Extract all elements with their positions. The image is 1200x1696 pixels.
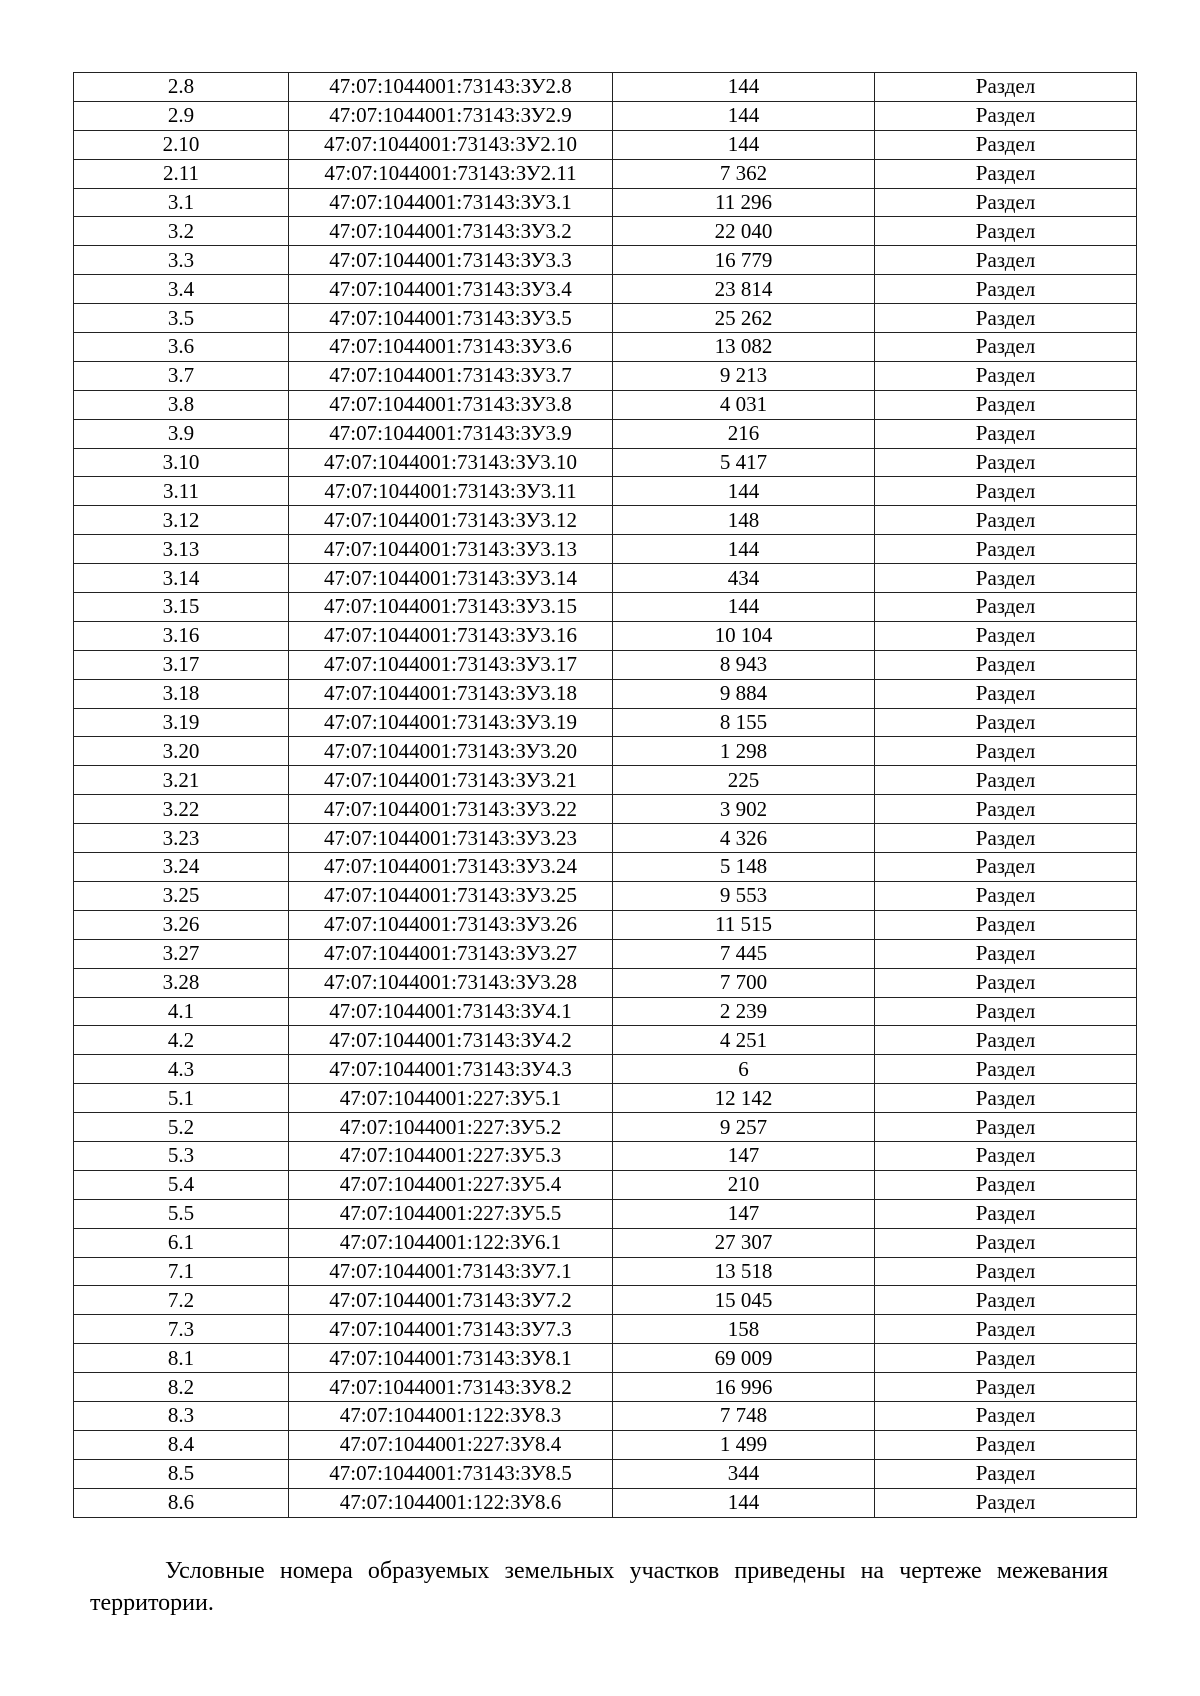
plot-number-cell: 3.17 bbox=[74, 650, 289, 679]
method-cell: Раздел bbox=[875, 217, 1137, 246]
cadastral-number-cell: 47:07:1044001:73143:ЗУ3.2 bbox=[289, 217, 613, 246]
plot-number-cell: 3.11 bbox=[74, 477, 289, 506]
method-cell: Раздел bbox=[875, 333, 1137, 362]
cadastral-number-cell: 47:07:1044001:73143:ЗУ3.15 bbox=[289, 593, 613, 622]
method-cell: Раздел bbox=[875, 1113, 1137, 1142]
area-cell: 16 779 bbox=[613, 246, 875, 275]
table-row bbox=[74, 1286, 1137, 1315]
table-row bbox=[74, 881, 1137, 910]
table-row bbox=[74, 188, 1137, 217]
table-row bbox=[74, 708, 1137, 737]
plot-number-cell: 7.1 bbox=[74, 1257, 289, 1286]
method-cell: Раздел bbox=[875, 1026, 1137, 1055]
plot-number-cell: 4.3 bbox=[74, 1055, 289, 1084]
cadastral-number-cell: 47:07:1044001:122:ЗУ8.3 bbox=[289, 1401, 613, 1430]
plot-number-cell: 3.27 bbox=[74, 939, 289, 968]
area-cell: 5 417 bbox=[613, 448, 875, 477]
plot-number-cell: 5.1 bbox=[74, 1084, 289, 1113]
plot-number-cell: 3.24 bbox=[74, 853, 289, 882]
cadastral-number-cell: 47:07:1044001:73143:ЗУ4.2 bbox=[289, 1026, 613, 1055]
table-row bbox=[74, 333, 1137, 362]
table-row bbox=[74, 535, 1137, 564]
plot-number-cell: 2.10 bbox=[74, 130, 289, 159]
method-cell: Раздел bbox=[875, 246, 1137, 275]
plot-number-cell: 3.8 bbox=[74, 390, 289, 419]
area-cell: 16 996 bbox=[613, 1373, 875, 1402]
area-cell: 4 326 bbox=[613, 824, 875, 853]
cadastral-number-cell: 47:07:1044001:73143:ЗУ3.8 bbox=[289, 390, 613, 419]
table-row bbox=[74, 419, 1137, 448]
method-cell: Раздел bbox=[875, 1373, 1137, 1402]
method-cell: Раздел bbox=[875, 939, 1137, 968]
plot-number-cell: 8.2 bbox=[74, 1373, 289, 1402]
area-cell: 15 045 bbox=[613, 1286, 875, 1315]
table-row bbox=[74, 1257, 1137, 1286]
plot-number-cell: 8.6 bbox=[74, 1488, 289, 1517]
table-row bbox=[74, 1228, 1137, 1257]
method-cell: Раздел bbox=[875, 1315, 1137, 1344]
method-cell: Раздел bbox=[875, 1430, 1137, 1459]
plot-number-cell: 3.14 bbox=[74, 564, 289, 593]
method-cell: Раздел bbox=[875, 1488, 1137, 1517]
cadastral-number-cell: 47:07:1044001:73143:ЗУ7.1 bbox=[289, 1257, 613, 1286]
table-row bbox=[74, 679, 1137, 708]
plot-number-cell: 3.20 bbox=[74, 737, 289, 766]
area-cell: 10 104 bbox=[613, 621, 875, 650]
area-cell: 6 bbox=[613, 1055, 875, 1084]
area-cell: 13 082 bbox=[613, 333, 875, 362]
method-cell: Раздел bbox=[875, 130, 1137, 159]
plot-number-cell: 3.16 bbox=[74, 621, 289, 650]
plot-number-cell: 7.2 bbox=[74, 1286, 289, 1315]
area-cell: 7 445 bbox=[613, 939, 875, 968]
plot-number-cell: 4.2 bbox=[74, 1026, 289, 1055]
method-cell: Раздел bbox=[875, 679, 1137, 708]
table-row bbox=[74, 1344, 1137, 1373]
table-row bbox=[74, 1113, 1137, 1142]
cadastral-number-cell: 47:07:1044001:73143:ЗУ8.5 bbox=[289, 1459, 613, 1488]
method-cell: Раздел bbox=[875, 390, 1137, 419]
area-cell: 12 142 bbox=[613, 1084, 875, 1113]
cadastral-number-cell: 47:07:1044001:73143:ЗУ3.17 bbox=[289, 650, 613, 679]
area-cell: 144 bbox=[613, 130, 875, 159]
table-row bbox=[74, 101, 1137, 130]
table-row bbox=[74, 824, 1137, 853]
method-cell: Раздел bbox=[875, 1401, 1137, 1430]
table-row bbox=[74, 304, 1137, 333]
cadastral-number-cell: 47:07:1044001:73143:ЗУ3.19 bbox=[289, 708, 613, 737]
cadastral-number-cell: 47:07:1044001:73143:ЗУ3.1 bbox=[289, 188, 613, 217]
plot-number-cell: 3.1 bbox=[74, 188, 289, 217]
area-cell: 9 257 bbox=[613, 1113, 875, 1142]
table-row bbox=[74, 73, 1137, 102]
table-row bbox=[74, 564, 1137, 593]
cadastral-number-cell: 47:07:1044001:227:ЗУ5.2 bbox=[289, 1113, 613, 1142]
method-cell: Раздел bbox=[875, 564, 1137, 593]
area-cell: 7 748 bbox=[613, 1401, 875, 1430]
table-row bbox=[74, 593, 1137, 622]
plot-number-cell: 3.23 bbox=[74, 824, 289, 853]
cadastral-number-cell: 47:07:1044001:227:ЗУ8.4 bbox=[289, 1430, 613, 1459]
cadastral-number-cell: 47:07:1044001:73143:ЗУ2.11 bbox=[289, 159, 613, 188]
cadastral-number-cell: 47:07:1044001:73143:ЗУ3.18 bbox=[289, 679, 613, 708]
area-cell: 147 bbox=[613, 1199, 875, 1228]
method-cell: Раздел bbox=[875, 1055, 1137, 1084]
land-plots-table bbox=[73, 72, 1137, 1518]
plot-number-cell: 3.19 bbox=[74, 708, 289, 737]
plot-number-cell: 3.28 bbox=[74, 968, 289, 997]
table-row bbox=[74, 997, 1137, 1026]
cadastral-number-cell: 47:07:1044001:73143:ЗУ3.28 bbox=[289, 968, 613, 997]
method-cell: Раздел bbox=[875, 188, 1137, 217]
plot-number-cell: 3.5 bbox=[74, 304, 289, 333]
area-cell: 210 bbox=[613, 1170, 875, 1199]
plot-number-cell: 4.1 bbox=[74, 997, 289, 1026]
cadastral-number-cell: 47:07:1044001:73143:ЗУ2.10 bbox=[289, 130, 613, 159]
method-cell: Раздел bbox=[875, 304, 1137, 333]
area-cell: 11 515 bbox=[613, 910, 875, 939]
method-cell: Раздел bbox=[875, 593, 1137, 622]
area-cell: 7 362 bbox=[613, 159, 875, 188]
area-cell: 11 296 bbox=[613, 188, 875, 217]
area-cell: 1 298 bbox=[613, 737, 875, 766]
method-cell: Раздел bbox=[875, 824, 1137, 853]
cadastral-number-cell: 47:07:1044001:73143:ЗУ3.20 bbox=[289, 737, 613, 766]
cadastral-number-cell: 47:07:1044001:73143:ЗУ3.21 bbox=[289, 766, 613, 795]
area-cell: 3 902 bbox=[613, 795, 875, 824]
table-row bbox=[74, 217, 1137, 246]
plot-number-cell: 7.3 bbox=[74, 1315, 289, 1344]
area-cell: 344 bbox=[613, 1459, 875, 1488]
cadastral-number-cell: 47:07:1044001:73143:ЗУ2.9 bbox=[289, 101, 613, 130]
cadastral-number-cell: 47:07:1044001:73143:ЗУ4.3 bbox=[289, 1055, 613, 1084]
footnote-paragraph: Условные номера образуемых земельных участков приведены на чертеже межевания территории. bbox=[90, 1558, 1108, 1616]
table-row bbox=[74, 853, 1137, 882]
method-cell: Раздел bbox=[875, 968, 1137, 997]
cadastral-number-cell: 47:07:1044001:73143:ЗУ3.3 bbox=[289, 246, 613, 275]
plot-number-cell: 3.12 bbox=[74, 506, 289, 535]
table-row bbox=[74, 506, 1137, 535]
method-cell: Раздел bbox=[875, 73, 1137, 102]
method-cell: Раздел bbox=[875, 766, 1137, 795]
cadastral-number-cell: 47:07:1044001:73143:ЗУ7.3 bbox=[289, 1315, 613, 1344]
cadastral-number-cell: 47:07:1044001:122:ЗУ6.1 bbox=[289, 1228, 613, 1257]
area-cell: 13 518 bbox=[613, 1257, 875, 1286]
area-cell: 25 262 bbox=[613, 304, 875, 333]
method-cell: Раздел bbox=[875, 708, 1137, 737]
plot-number-cell: 8.1 bbox=[74, 1344, 289, 1373]
plot-number-cell: 3.21 bbox=[74, 766, 289, 795]
plot-number-cell: 8.5 bbox=[74, 1459, 289, 1488]
method-cell: Раздел bbox=[875, 506, 1137, 535]
table-row bbox=[74, 246, 1137, 275]
cadastral-number-cell: 47:07:1044001:73143:ЗУ7.2 bbox=[289, 1286, 613, 1315]
table-row bbox=[74, 1373, 1137, 1402]
table-row bbox=[74, 968, 1137, 997]
cadastral-number-cell: 47:07:1044001:73143:ЗУ3.12 bbox=[289, 506, 613, 535]
table-row bbox=[74, 1084, 1137, 1113]
area-cell: 69 009 bbox=[613, 1344, 875, 1373]
plot-number-cell: 3.4 bbox=[74, 275, 289, 304]
cadastral-number-cell: 47:07:1044001:73143:ЗУ3.13 bbox=[289, 535, 613, 564]
method-cell: Раздел bbox=[875, 275, 1137, 304]
method-cell: Раздел bbox=[875, 361, 1137, 390]
cadastral-number-cell: 47:07:1044001:73143:ЗУ3.14 bbox=[289, 564, 613, 593]
table-row bbox=[74, 159, 1137, 188]
table-row bbox=[74, 1141, 1137, 1170]
plot-number-cell: 3.13 bbox=[74, 535, 289, 564]
cadastral-number-cell: 47:07:1044001:227:ЗУ5.5 bbox=[289, 1199, 613, 1228]
method-cell: Раздел bbox=[875, 1141, 1137, 1170]
area-cell: 9 213 bbox=[613, 361, 875, 390]
table-row bbox=[74, 477, 1137, 506]
table-row bbox=[74, 910, 1137, 939]
plot-number-cell: 6.1 bbox=[74, 1228, 289, 1257]
plot-number-cell: 3.25 bbox=[74, 881, 289, 910]
table-row bbox=[74, 1430, 1137, 1459]
plot-number-cell: 5.4 bbox=[74, 1170, 289, 1199]
area-cell: 1 499 bbox=[613, 1430, 875, 1459]
method-cell: Раздел bbox=[875, 159, 1137, 188]
method-cell: Раздел bbox=[875, 650, 1137, 679]
method-cell: Раздел bbox=[875, 1170, 1137, 1199]
plot-number-cell: 5.3 bbox=[74, 1141, 289, 1170]
cadastral-number-cell: 47:07:1044001:73143:ЗУ3.25 bbox=[289, 881, 613, 910]
plot-number-cell: 2.11 bbox=[74, 159, 289, 188]
method-cell: Раздел bbox=[875, 419, 1137, 448]
method-cell: Раздел bbox=[875, 535, 1137, 564]
table-row bbox=[74, 737, 1137, 766]
method-cell: Раздел bbox=[875, 1228, 1137, 1257]
method-cell: Раздел bbox=[875, 1257, 1137, 1286]
method-cell: Раздел bbox=[875, 910, 1137, 939]
cadastral-number-cell: 47:07:1044001:73143:ЗУ3.4 bbox=[289, 275, 613, 304]
cadastral-number-cell: 47:07:1044001:227:ЗУ5.4 bbox=[289, 1170, 613, 1199]
plot-number-cell: 3.6 bbox=[74, 333, 289, 362]
table-row bbox=[74, 361, 1137, 390]
area-cell: 225 bbox=[613, 766, 875, 795]
area-cell: 8 943 bbox=[613, 650, 875, 679]
method-cell: Раздел bbox=[875, 1199, 1137, 1228]
cadastral-number-cell: 47:07:1044001:73143:ЗУ8.1 bbox=[289, 1344, 613, 1373]
area-cell: 7 700 bbox=[613, 968, 875, 997]
method-cell: Раздел bbox=[875, 1344, 1137, 1373]
method-cell: Раздел bbox=[875, 101, 1137, 130]
plot-number-cell: 8.3 bbox=[74, 1401, 289, 1430]
area-cell: 144 bbox=[613, 593, 875, 622]
table-row bbox=[74, 1026, 1137, 1055]
table-row bbox=[74, 621, 1137, 650]
table-row bbox=[74, 390, 1137, 419]
cadastral-number-cell: 47:07:1044001:73143:ЗУ3.24 bbox=[289, 853, 613, 882]
area-cell: 8 155 bbox=[613, 708, 875, 737]
cadastral-number-cell: 47:07:1044001:73143:ЗУ3.23 bbox=[289, 824, 613, 853]
table-row bbox=[74, 448, 1137, 477]
area-cell: 2 239 bbox=[613, 997, 875, 1026]
plot-number-cell: 3.9 bbox=[74, 419, 289, 448]
table-row bbox=[74, 1401, 1137, 1430]
method-cell: Раздел bbox=[875, 997, 1137, 1026]
plot-number-cell: 3.22 bbox=[74, 795, 289, 824]
area-cell: 144 bbox=[613, 73, 875, 102]
table-row bbox=[74, 939, 1137, 968]
table-row bbox=[74, 1055, 1137, 1084]
table-row bbox=[74, 1170, 1137, 1199]
plot-number-cell: 5.2 bbox=[74, 1113, 289, 1142]
plot-number-cell: 3.7 bbox=[74, 361, 289, 390]
land-plots-table-body bbox=[74, 73, 1137, 1518]
cadastral-number-cell: 47:07:1044001:73143:ЗУ3.5 bbox=[289, 304, 613, 333]
cadastral-number-cell: 47:07:1044001:73143:ЗУ3.26 bbox=[289, 910, 613, 939]
area-cell: 144 bbox=[613, 1488, 875, 1517]
method-cell: Раздел bbox=[875, 853, 1137, 882]
cadastral-number-cell: 47:07:1044001:73143:ЗУ8.2 bbox=[289, 1373, 613, 1402]
area-cell: 5 148 bbox=[613, 853, 875, 882]
method-cell: Раздел bbox=[875, 737, 1137, 766]
cadastral-number-cell: 47:07:1044001:73143:ЗУ3.27 bbox=[289, 939, 613, 968]
area-cell: 27 307 bbox=[613, 1228, 875, 1257]
plot-number-cell: 2.9 bbox=[74, 101, 289, 130]
cadastral-number-cell: 47:07:1044001:73143:ЗУ3.7 bbox=[289, 361, 613, 390]
cadastral-number-cell: 47:07:1044001:73143:ЗУ2.8 bbox=[289, 73, 613, 102]
method-cell: Раздел bbox=[875, 1286, 1137, 1315]
table-row bbox=[74, 766, 1137, 795]
cadastral-number-cell: 47:07:1044001:73143:ЗУ3.6 bbox=[289, 333, 613, 362]
cadastral-number-cell: 47:07:1044001:227:ЗУ5.1 bbox=[289, 1084, 613, 1113]
cadastral-number-cell: 47:07:1044001:73143:ЗУ3.10 bbox=[289, 448, 613, 477]
cadastral-number-cell: 47:07:1044001:73143:ЗУ3.16 bbox=[289, 621, 613, 650]
area-cell: 158 bbox=[613, 1315, 875, 1344]
cadastral-number-cell: 47:07:1044001:227:ЗУ5.3 bbox=[289, 1141, 613, 1170]
plot-number-cell: 3.3 bbox=[74, 246, 289, 275]
cadastral-number-cell: 47:07:1044001:73143:ЗУ3.9 bbox=[289, 419, 613, 448]
plot-number-cell: 3.15 bbox=[74, 593, 289, 622]
area-cell: 9 553 bbox=[613, 881, 875, 910]
area-cell: 144 bbox=[613, 101, 875, 130]
plot-number-cell: 2.8 bbox=[74, 73, 289, 102]
table-row bbox=[74, 1459, 1137, 1488]
plot-number-cell: 3.26 bbox=[74, 910, 289, 939]
method-cell: Раздел bbox=[875, 881, 1137, 910]
area-cell: 144 bbox=[613, 535, 875, 564]
plot-number-cell: 5.5 bbox=[74, 1199, 289, 1228]
table-row bbox=[74, 130, 1137, 159]
method-cell: Раздел bbox=[875, 477, 1137, 506]
area-cell: 144 bbox=[613, 477, 875, 506]
table-row bbox=[74, 1488, 1137, 1517]
area-cell: 22 040 bbox=[613, 217, 875, 246]
area-cell: 23 814 bbox=[613, 275, 875, 304]
area-cell: 4 251 bbox=[613, 1026, 875, 1055]
area-cell: 148 bbox=[613, 506, 875, 535]
table-row bbox=[74, 275, 1137, 304]
cadastral-number-cell: 47:07:1044001:122:ЗУ8.6 bbox=[289, 1488, 613, 1517]
plot-number-cell: 8.4 bbox=[74, 1430, 289, 1459]
area-cell: 147 bbox=[613, 1141, 875, 1170]
method-cell: Раздел bbox=[875, 621, 1137, 650]
table-row bbox=[74, 650, 1137, 679]
cadastral-number-cell: 47:07:1044001:73143:ЗУ4.1 bbox=[289, 997, 613, 1026]
area-cell: 9 884 bbox=[613, 679, 875, 708]
method-cell: Раздел bbox=[875, 1084, 1137, 1113]
plot-number-cell: 3.18 bbox=[74, 679, 289, 708]
area-cell: 4 031 bbox=[613, 390, 875, 419]
table-row bbox=[74, 1199, 1137, 1228]
method-cell: Раздел bbox=[875, 795, 1137, 824]
plot-number-cell: 3.10 bbox=[74, 448, 289, 477]
table-row bbox=[74, 795, 1137, 824]
method-cell: Раздел bbox=[875, 1459, 1137, 1488]
area-cell: 216 bbox=[613, 419, 875, 448]
cadastral-number-cell: 47:07:1044001:73143:ЗУ3.22 bbox=[289, 795, 613, 824]
table-row bbox=[74, 1315, 1137, 1344]
plot-number-cell: 3.2 bbox=[74, 217, 289, 246]
method-cell: Раздел bbox=[875, 448, 1137, 477]
cadastral-number-cell: 47:07:1044001:73143:ЗУ3.11 bbox=[289, 477, 613, 506]
area-cell: 434 bbox=[613, 564, 875, 593]
